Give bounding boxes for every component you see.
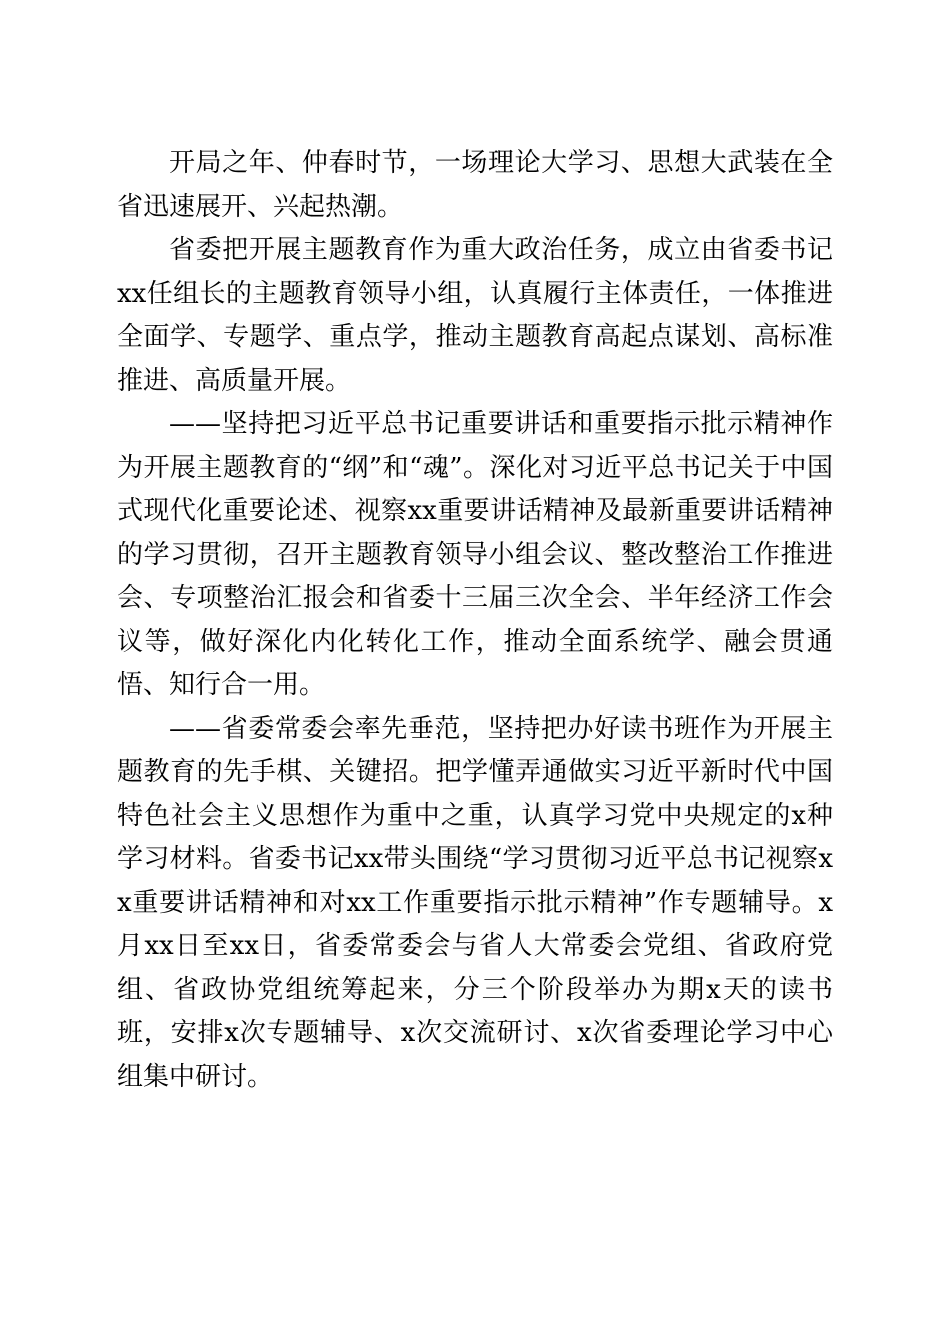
paragraph-leadership-group: 省委把开展主题教育作为重大政治任务，成立由省委书记xx任组长的主题教育领导小组，认真履行主体责任，一体推进全面学、专题学、重点学，推动主题教育高起点谋划、高标准推进、高质量开展。: [117, 235, 833, 396]
paragraph-speech-spirit: ——坚持把习近平总书记重要讲话和重要指示批示精神作为开展主题教育的“纲”和“魂”。深化对习近平总书记关于中国式现代化重要论述、视察xx重要讲话精神及最新重要讲话精神的学习贯彻，召开主题教育领导小组会议、整改整治工作推进会、专项整治汇报会和省委十三届三次全会、半年经济工作会议等，做好深化内化转化工作，推动全面系统学、融会贯通悟、知行合一用。: [117, 409, 833, 700]
paragraph-study-class: ——省委常委会率先垂范，坚持把办好读书班作为开展主题教育的先手棋、关键招。把学懂弄通做实习近平新时代中国特色社会主义思想作为重中之重，认真学习党中央规定的x种学习材料。省委书记xx带头围绕“学习贯彻习近平总书记视察xx重要讲话精神和对xx工作重要指示批示精神”作专题辅导。x月xx日至xx日，省委常委会与省人大常委会党组、省政府党组、省政协党组统筹起来，分三个阶段举办为期x天的读书班，安排x次专题辅导、x次交流研讨、x次省委理论学习中心组集中研讨。: [117, 713, 833, 1092]
document-body: [117, 142, 833, 1099]
paragraph-opening: 开局之年、仲春时节，一场理论大学习、思想大武装在全省迅速展开、兴起热潮。: [117, 148, 833, 222]
